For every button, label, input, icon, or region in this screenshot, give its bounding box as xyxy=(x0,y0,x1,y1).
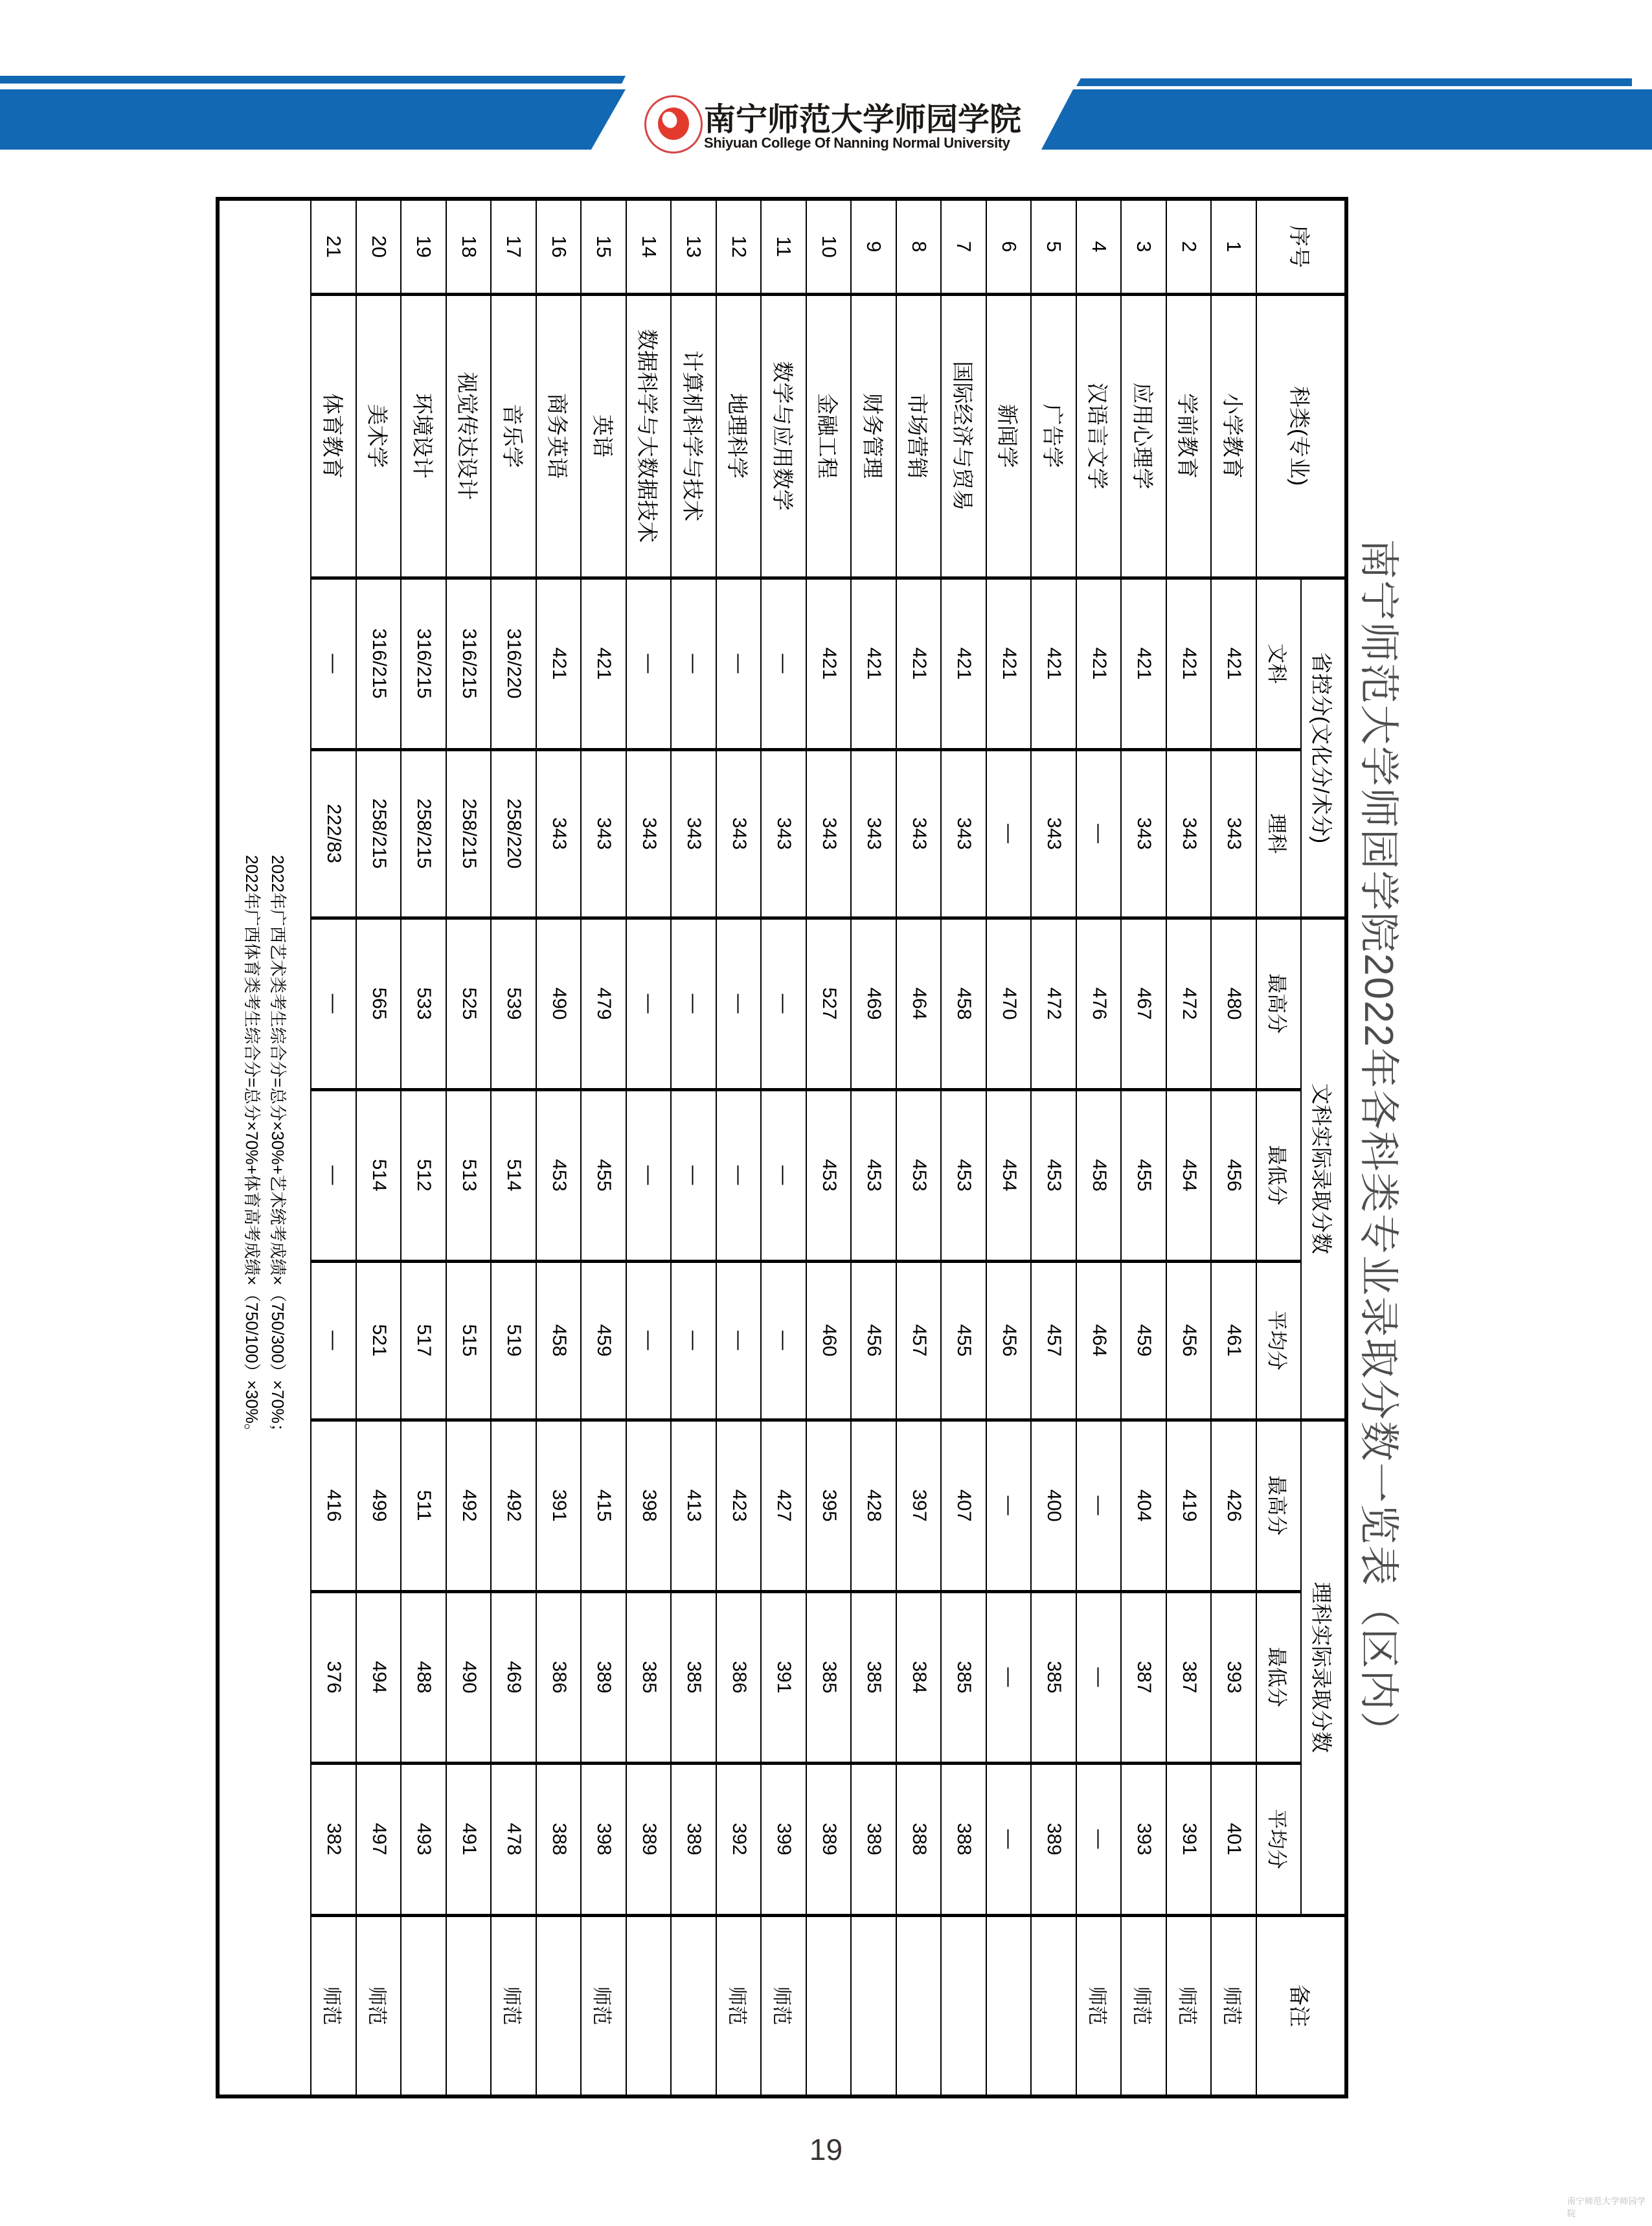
table-cell: 415 xyxy=(582,1420,627,1591)
table-cell: — xyxy=(762,1089,807,1261)
banner-band-left xyxy=(0,89,626,150)
table-cell: 18 xyxy=(446,199,492,294)
table-row xyxy=(852,199,897,2096)
table-cell: 343 xyxy=(806,749,852,918)
table-cell: 8 xyxy=(896,199,942,294)
table-cell: 316/215 xyxy=(446,578,492,749)
table-cell: 497 xyxy=(356,1763,402,1915)
table-cell: 地理科学 xyxy=(716,294,762,578)
header-major: 科类(专业) xyxy=(1256,294,1346,578)
table-cell: 数据科学与大数据技术 xyxy=(626,294,672,578)
banner-stripe-left-thin xyxy=(0,76,626,84)
table-row xyxy=(942,199,987,2096)
table-cell: — xyxy=(626,1089,672,1261)
table-cell: 385 xyxy=(806,1591,852,1763)
header-li: 理科 xyxy=(1256,749,1301,918)
table-cell: 513 xyxy=(446,1089,492,1261)
header-li-actual: 理科实际录取分数 xyxy=(1301,1420,1346,1915)
table-cell: 490 xyxy=(446,1591,492,1763)
table-cell: 小学教育 xyxy=(1212,294,1257,578)
table-cell: 384 xyxy=(896,1591,942,1763)
table-cell: 407 xyxy=(942,1420,987,1591)
table-cell: 453 xyxy=(852,1089,897,1261)
table-row xyxy=(492,199,537,2096)
table-cell: 9 xyxy=(852,199,897,294)
footnote-line-art: 2022年广西艺术类考生综合分=总分×30%+艺术统考成绩×（750/300）×70%； xyxy=(268,855,288,1440)
table-cell: 421 xyxy=(852,578,897,749)
table-cell: 12 xyxy=(716,199,762,294)
table-cell: 453 xyxy=(806,1089,852,1261)
table-cell xyxy=(446,1915,492,2096)
school-logo-emblem-icon xyxy=(658,108,689,140)
table-cell: 460 xyxy=(806,1261,852,1420)
header-li-max: 最高分 xyxy=(1256,1420,1301,1591)
table-cell: 456 xyxy=(1212,1089,1257,1261)
table-cell: 316/215 xyxy=(356,578,402,749)
table-cell: 514 xyxy=(356,1089,402,1261)
table-cell: — xyxy=(626,918,672,1089)
table-cell xyxy=(536,1915,582,2096)
table-cell: 419 xyxy=(1166,1420,1212,1591)
table-row xyxy=(311,199,357,2096)
table-cell: 512 xyxy=(402,1089,447,1261)
table-cell: 师范 xyxy=(492,1915,537,2096)
table-cell: 11 xyxy=(762,199,807,294)
table-row xyxy=(356,199,402,2096)
table-cell: 343 xyxy=(626,749,672,918)
table-cell: 388 xyxy=(536,1763,582,1915)
table-cell: 533 xyxy=(402,918,447,1089)
table-cell: 386 xyxy=(536,1591,582,1763)
table-cell: 国际经济与贸易 xyxy=(942,294,987,578)
table-cell: 453 xyxy=(1032,1089,1077,1261)
table-cell: 21 xyxy=(311,199,357,294)
table-cell: 16 xyxy=(536,199,582,294)
table-title: 南宁师范大学师园学院2022年各科类专业录取分数一览表（区内） xyxy=(1356,539,1401,1753)
table-cell: 222/83 xyxy=(311,749,357,918)
table-cell: 385 xyxy=(672,1591,717,1763)
table-cell: 421 xyxy=(1212,578,1257,749)
table-cell: 467 xyxy=(1122,918,1167,1089)
table-body xyxy=(311,199,1257,2096)
footnote-line-sport: 2022年广西体育类考生综合分=总分×70%+体育高考成绩×（750/100）×30%。 xyxy=(242,855,262,1440)
table-cell: 459 xyxy=(582,1261,627,1420)
table-cell xyxy=(852,1915,897,2096)
table-cell: 393 xyxy=(1212,1591,1257,1763)
table-cell: 399 xyxy=(762,1763,807,1915)
table-cell: 258/215 xyxy=(446,749,492,918)
table-cell: — xyxy=(311,1261,357,1420)
table-cell: 343 xyxy=(1122,749,1167,918)
table-cell: 数学与应用数学 xyxy=(762,294,807,578)
table-row xyxy=(402,199,447,2096)
table-cell xyxy=(626,1915,672,2096)
table-cell: 258/220 xyxy=(492,749,537,918)
table-cell: 421 xyxy=(942,578,987,749)
table-cell: 492 xyxy=(446,1420,492,1591)
table-cell: 343 xyxy=(716,749,762,918)
table-cell: 469 xyxy=(852,918,897,1089)
table-cell: 343 xyxy=(1212,749,1257,918)
table-cell: 453 xyxy=(896,1089,942,1261)
table-cell: 511 xyxy=(402,1420,447,1591)
table-cell: — xyxy=(762,1261,807,1420)
table-cell: 385 xyxy=(626,1591,672,1763)
table-cell: 新闻学 xyxy=(986,294,1032,578)
table-cell: 343 xyxy=(582,749,627,918)
table-cell: 539 xyxy=(492,918,537,1089)
table-cell: — xyxy=(1076,1591,1122,1763)
table-cell: 521 xyxy=(356,1261,402,1420)
table-cell: 14 xyxy=(626,199,672,294)
table-cell: 421 xyxy=(536,578,582,749)
table-cell: 343 xyxy=(942,749,987,918)
table-cell: 519 xyxy=(492,1261,537,1420)
table-cell xyxy=(942,1915,987,2096)
table-cell: 397 xyxy=(896,1420,942,1591)
table-cell: 389 xyxy=(1032,1763,1077,1915)
header-province-line: 省控分(文化分/术分) xyxy=(1301,578,1346,918)
table-row xyxy=(986,199,1032,2096)
table-cell: 525 xyxy=(446,918,492,1089)
table-cell: 10 xyxy=(806,199,852,294)
table-cell: 427 xyxy=(762,1420,807,1591)
table-cell: 英语 xyxy=(582,294,627,578)
table-cell: 343 xyxy=(896,749,942,918)
school-logo-icon xyxy=(644,95,703,153)
table-cell: 453 xyxy=(942,1089,987,1261)
header-wen-avg: 平均分 xyxy=(1256,1261,1301,1420)
table-cell: 401 xyxy=(1212,1763,1257,1915)
table-cell: 421 xyxy=(582,578,627,749)
table-cell: 455 xyxy=(942,1261,987,1420)
table-row xyxy=(806,199,852,2096)
table-cell: 398 xyxy=(626,1420,672,1591)
table-cell: — xyxy=(311,1089,357,1261)
table-cell: 400 xyxy=(1032,1420,1077,1591)
table-cell: 2 xyxy=(1166,199,1212,294)
table-cell: 492 xyxy=(492,1420,537,1591)
table-cell: 343 xyxy=(762,749,807,918)
table-cell: 商务英语 xyxy=(536,294,582,578)
table-cell xyxy=(672,1915,717,2096)
table-cell: 457 xyxy=(1032,1261,1077,1420)
table-cell: 469 xyxy=(492,1591,537,1763)
table-cell: 565 xyxy=(356,918,402,1089)
table-cell: 343 xyxy=(852,749,897,918)
table-cell: — xyxy=(716,918,762,1089)
table-cell: — xyxy=(762,578,807,749)
table-cell: 4 xyxy=(1076,199,1122,294)
page-number: 19 xyxy=(809,2133,843,2166)
table-cell: — xyxy=(672,1261,717,1420)
table-cell: 392 xyxy=(716,1763,762,1915)
table-cell: 385 xyxy=(1032,1591,1077,1763)
table-cell: 计算机科学与技术 xyxy=(672,294,717,578)
table-cell: 343 xyxy=(1032,749,1077,918)
table-row xyxy=(1032,199,1077,2096)
table-row xyxy=(446,199,492,2096)
rotated-table-area xyxy=(242,197,1405,2095)
table-cell: 421 xyxy=(1076,578,1122,749)
table-cell: 13 xyxy=(672,199,717,294)
table-cell: 479 xyxy=(582,918,627,1089)
table-cell: 师范 xyxy=(1212,1915,1257,2096)
table-cell: 5 xyxy=(1032,199,1077,294)
table-cell: 316/215 xyxy=(402,578,447,749)
table-row xyxy=(1122,199,1167,2096)
table-cell: — xyxy=(986,1591,1032,1763)
table-cell: 472 xyxy=(1032,918,1077,1089)
table-cell: 386 xyxy=(716,1591,762,1763)
watermark: 南宁师范大学师园学院 xyxy=(1567,2196,1646,2218)
table-cell: — xyxy=(672,918,717,1089)
table-cell: 455 xyxy=(1122,1089,1167,1261)
table-cell: — xyxy=(311,578,357,749)
table-cell: 汉语言文学 xyxy=(1076,294,1122,578)
table-cell: 423 xyxy=(716,1420,762,1591)
table-cell: 389 xyxy=(626,1763,672,1915)
table-cell: 454 xyxy=(986,1089,1032,1261)
header-li-avg: 平均分 xyxy=(1256,1763,1301,1915)
table-cell: 385 xyxy=(942,1591,987,1763)
table-cell: 258/215 xyxy=(356,749,402,918)
table-cell: 音乐学 xyxy=(492,294,537,578)
table-row xyxy=(1166,199,1212,2096)
table-row xyxy=(1076,199,1122,2096)
table-cell: 493 xyxy=(402,1763,447,1915)
header-wen-min: 最低分 xyxy=(1256,1089,1301,1261)
table-cell: 459 xyxy=(1122,1261,1167,1420)
table-row xyxy=(896,199,942,2096)
table-cell: 389 xyxy=(582,1591,627,1763)
table-cell: 师范 xyxy=(716,1915,762,2096)
table-cell: 458 xyxy=(1076,1089,1122,1261)
table-cell: 388 xyxy=(896,1763,942,1915)
table-cell: 461 xyxy=(1212,1261,1257,1420)
table-cell: 应用心理学 xyxy=(1122,294,1167,578)
table-cell: 343 xyxy=(1166,749,1212,918)
header-li-min: 最低分 xyxy=(1256,1591,1301,1763)
table-cell: 1 xyxy=(1212,199,1257,294)
table-cell: 454 xyxy=(1166,1089,1212,1261)
table-cell: 382 xyxy=(311,1763,357,1915)
table-cell: 师范 xyxy=(356,1915,402,2096)
table-cell: 7 xyxy=(942,199,987,294)
table-cell: 456 xyxy=(1166,1261,1212,1420)
table-cell: 391 xyxy=(536,1420,582,1591)
header-remark: 备注 xyxy=(1256,1915,1346,2096)
table-cell: 491 xyxy=(446,1763,492,1915)
table-cell: — xyxy=(986,1763,1032,1915)
table-cell: 421 xyxy=(986,578,1032,749)
table-cell: 391 xyxy=(1166,1763,1212,1915)
table-cell: 广告学 xyxy=(1032,294,1077,578)
table-cell: — xyxy=(672,578,717,749)
table-row xyxy=(762,199,807,2096)
table-cell: 视觉传达设计 xyxy=(446,294,492,578)
table-cell: 金融工程 xyxy=(806,294,852,578)
table-cell: 393 xyxy=(1122,1763,1167,1915)
table-cell: 师范 xyxy=(1166,1915,1212,2096)
table-cell: — xyxy=(986,749,1032,918)
table-cell: 19 xyxy=(402,199,447,294)
table-cell: 488 xyxy=(402,1591,447,1763)
table-footnote-cell xyxy=(218,199,311,2096)
table-cell: 527 xyxy=(806,918,852,1089)
table-cell: 6 xyxy=(986,199,1032,294)
table-row xyxy=(582,199,627,2096)
table-cell: 458 xyxy=(942,918,987,1089)
header-wen-max: 最高分 xyxy=(1256,918,1301,1089)
table-cell: 387 xyxy=(1166,1591,1212,1763)
table-cell: — xyxy=(1076,749,1122,918)
school-name-en: Shiyuan College Of Nanning Normal University xyxy=(704,135,1010,151)
table-cell xyxy=(806,1915,852,2096)
table-cell: 师范 xyxy=(1076,1915,1122,2096)
table-cell: 457 xyxy=(896,1261,942,1420)
table-cell: 458 xyxy=(536,1261,582,1420)
table-cell: — xyxy=(716,1261,762,1420)
table-cell: 学前教育 xyxy=(1166,294,1212,578)
school-name-cn: 南宁师范大学师园学院 xyxy=(704,102,1022,137)
header-wen: 文科 xyxy=(1256,578,1301,749)
table-cell: 494 xyxy=(356,1591,402,1763)
table-row xyxy=(536,199,582,2096)
table-cell: — xyxy=(716,578,762,749)
table-cell: 316/220 xyxy=(492,578,537,749)
banner-band-right xyxy=(1041,89,1652,150)
table-cell: 499 xyxy=(356,1420,402,1591)
table-cell: 490 xyxy=(536,918,582,1089)
table-cell: 404 xyxy=(1122,1420,1167,1591)
table-cell: 464 xyxy=(1076,1261,1122,1420)
table-cell: 体育教育 xyxy=(311,294,357,578)
table-cell: 426 xyxy=(1212,1420,1257,1591)
table-cell: 258/215 xyxy=(402,749,447,918)
table-cell: 456 xyxy=(852,1261,897,1420)
table-cell: 421 xyxy=(1166,578,1212,749)
table-cell: — xyxy=(311,918,357,1089)
table-cell: 环境设计 xyxy=(402,294,447,578)
table-cell: — xyxy=(672,1089,717,1261)
table-cell: 师范 xyxy=(762,1915,807,2096)
table-cell: 389 xyxy=(672,1763,717,1915)
table-cell: 413 xyxy=(672,1420,717,1591)
table-cell: 389 xyxy=(806,1763,852,1915)
table-cell: 15 xyxy=(582,199,627,294)
header-wen-actual: 文科实际录取分数 xyxy=(1301,918,1346,1420)
table-cell: 421 xyxy=(806,578,852,749)
table-cell: 3 xyxy=(1122,199,1167,294)
table-cell: — xyxy=(1076,1763,1122,1915)
table-cell: — xyxy=(986,1420,1032,1591)
table-cell: 师范 xyxy=(1122,1915,1167,2096)
table-cell: 453 xyxy=(536,1089,582,1261)
table-cell: 师范 xyxy=(311,1915,357,2096)
table-cell: 343 xyxy=(672,749,717,918)
table-cell xyxy=(896,1915,942,2096)
table-cell: 470 xyxy=(986,918,1032,1089)
table-cell: 464 xyxy=(896,918,942,1089)
table-cell: 376 xyxy=(311,1591,357,1763)
table-cell: 市场营销 xyxy=(896,294,942,578)
table-cell: 398 xyxy=(582,1763,627,1915)
table-cell: — xyxy=(716,1089,762,1261)
table-cell: — xyxy=(762,918,807,1089)
table-cell: 428 xyxy=(852,1420,897,1591)
table-row xyxy=(626,199,672,2096)
table-row xyxy=(1212,199,1257,2096)
table-cell: 517 xyxy=(402,1261,447,1420)
table-cell: 421 xyxy=(1032,578,1077,749)
table-cell: 389 xyxy=(852,1763,897,1915)
banner-stripe-right-thin xyxy=(1076,78,1632,86)
table-cell: — xyxy=(1076,1420,1122,1591)
table-cell: 514 xyxy=(492,1089,537,1261)
table-cell: 343 xyxy=(536,749,582,918)
table-cell: 480 xyxy=(1212,918,1257,1089)
table-cell: 387 xyxy=(1122,1591,1167,1763)
table-cell: 385 xyxy=(852,1591,897,1763)
table-cell: 391 xyxy=(762,1591,807,1763)
table-cell: 472 xyxy=(1166,918,1212,1089)
table-row xyxy=(716,199,762,2096)
table-cell: 388 xyxy=(942,1763,987,1915)
table-cell: 师范 xyxy=(582,1915,627,2096)
table-cell: — xyxy=(626,578,672,749)
table-cell: 财务管理 xyxy=(852,294,897,578)
table-cell: 395 xyxy=(806,1420,852,1591)
admission-scores-table xyxy=(216,197,1349,2098)
header-no: 序号 xyxy=(1256,199,1346,294)
table-cell: 17 xyxy=(492,199,537,294)
table-cell: — xyxy=(626,1261,672,1420)
table-header xyxy=(1256,199,1346,2096)
table-cell: 421 xyxy=(896,578,942,749)
table-cell: 515 xyxy=(446,1261,492,1420)
table-cell xyxy=(986,1915,1032,2096)
table-cell: 421 xyxy=(1122,578,1167,749)
table-cell: 456 xyxy=(986,1261,1032,1420)
table-cell: 416 xyxy=(311,1420,357,1591)
table-cell: 美术学 xyxy=(356,294,402,578)
table-cell xyxy=(402,1915,447,2096)
table-cell: 478 xyxy=(492,1763,537,1915)
table-cell: 476 xyxy=(1076,918,1122,1089)
table-cell: 20 xyxy=(356,199,402,294)
table-cell xyxy=(1032,1915,1077,2096)
table-cell: 455 xyxy=(582,1089,627,1261)
table-row xyxy=(672,199,717,2096)
